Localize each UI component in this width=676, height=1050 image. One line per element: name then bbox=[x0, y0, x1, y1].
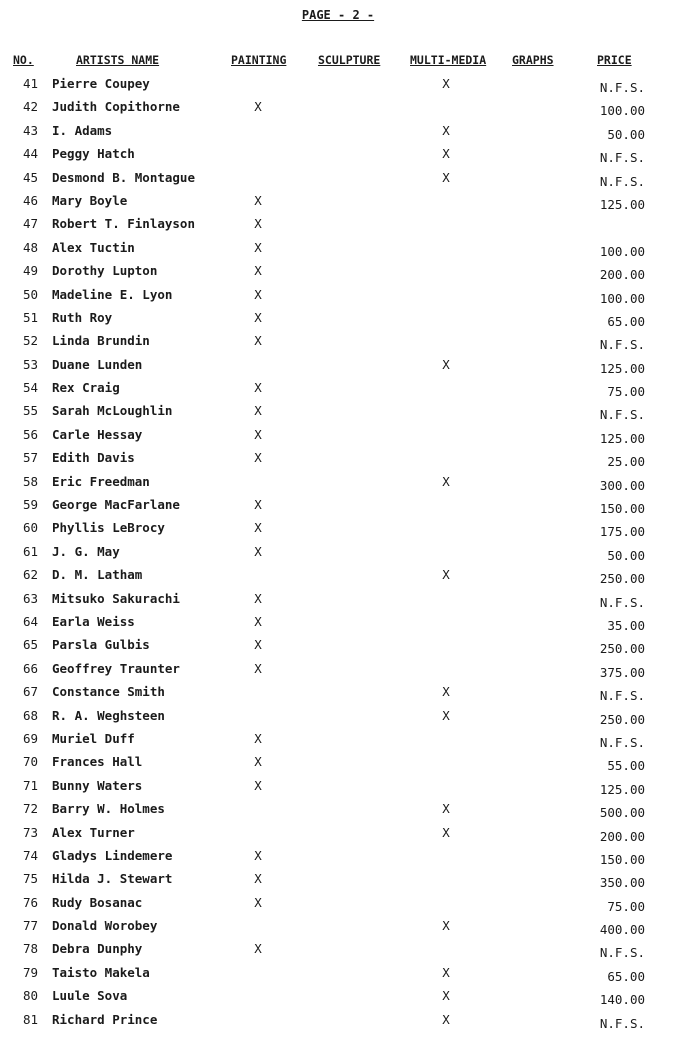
price: 500.00 bbox=[599, 805, 645, 821]
artist-name: Earla Weiss bbox=[52, 613, 135, 629]
price: 150.00 bbox=[599, 501, 645, 517]
price: 55.00 bbox=[607, 758, 645, 774]
artist-number: 62 bbox=[22, 567, 38, 583]
artist-name: Sarah McLoughlin bbox=[52, 403, 173, 419]
table-row bbox=[0, 544, 676, 567]
artist-name: Barry W. Holmes bbox=[52, 801, 165, 817]
price: 75.00 bbox=[607, 898, 645, 914]
painting-mark: X bbox=[254, 99, 262, 115]
price: 25.00 bbox=[607, 454, 645, 470]
artist-name: J. G. May bbox=[52, 543, 120, 559]
table-row bbox=[0, 450, 676, 473]
column-header-multimedia: MULTI-MEDIA bbox=[410, 53, 487, 67]
price: 65.00 bbox=[607, 968, 645, 984]
painting-mark: X bbox=[254, 941, 262, 957]
table-row bbox=[0, 497, 676, 520]
artist-name: Duane Lunden bbox=[52, 356, 143, 372]
table-row bbox=[0, 778, 676, 801]
artist-name: Robert T. Finlayson bbox=[52, 216, 195, 232]
column-header-artist: ARTISTS NAME bbox=[76, 53, 160, 67]
price: 125.00 bbox=[599, 360, 645, 376]
table-row bbox=[0, 731, 676, 754]
price: 50.00 bbox=[607, 547, 645, 563]
multimedia-mark: X bbox=[442, 801, 450, 817]
table-row bbox=[0, 754, 676, 777]
table-row bbox=[0, 240, 676, 263]
price: 100.00 bbox=[599, 290, 645, 306]
artist-number: 71 bbox=[22, 777, 38, 793]
price: 400.00 bbox=[599, 922, 645, 938]
artist-name: Desmond B. Montague bbox=[52, 169, 195, 185]
multimedia-mark: X bbox=[442, 684, 450, 700]
painting-mark: X bbox=[254, 216, 262, 232]
artist-number: 77 bbox=[22, 918, 38, 934]
artist-number: 64 bbox=[22, 613, 38, 629]
painting-mark: X bbox=[254, 426, 262, 442]
table-row bbox=[0, 170, 676, 193]
table-row bbox=[0, 661, 676, 684]
artist-name: Pierre Coupey bbox=[52, 76, 150, 91]
price: 250.00 bbox=[599, 711, 645, 727]
price: 375.00 bbox=[599, 664, 645, 680]
painting-mark: X bbox=[254, 660, 262, 676]
column-header-graphs: GRAPHS bbox=[512, 53, 554, 67]
painting-mark: X bbox=[254, 754, 262, 770]
painting-mark: X bbox=[254, 333, 262, 349]
table-row bbox=[0, 520, 676, 543]
price: 35.00 bbox=[607, 617, 645, 633]
price: 75.00 bbox=[607, 384, 645, 400]
artist-name: Peggy Hatch bbox=[52, 146, 135, 162]
artist-number: 75 bbox=[22, 871, 38, 887]
artist-number: 60 bbox=[22, 520, 38, 536]
artist-name: Edith Davis bbox=[52, 450, 135, 466]
artist-number: 50 bbox=[22, 286, 38, 302]
painting-mark: X bbox=[254, 637, 262, 653]
artist-number: 58 bbox=[22, 473, 38, 489]
artist-number: 42 bbox=[22, 99, 38, 115]
artist-number: 43 bbox=[22, 122, 38, 138]
artist-name: Mary Boyle bbox=[52, 192, 128, 208]
table-row bbox=[0, 591, 676, 614]
price: N.F.S. bbox=[599, 734, 645, 750]
column-header-sculpture: SCULPTURE bbox=[318, 53, 381, 67]
price: 100.00 bbox=[599, 103, 645, 119]
price: N.F.S. bbox=[599, 173, 645, 189]
price: 65.00 bbox=[607, 313, 645, 329]
artist-name: Madeline E. Lyon bbox=[52, 286, 173, 302]
artist-name: Richard Prince bbox=[52, 1011, 158, 1027]
artist-number: 59 bbox=[22, 497, 38, 513]
painting-mark: X bbox=[254, 590, 262, 606]
painting-mark: X bbox=[254, 543, 262, 559]
multimedia-mark: X bbox=[442, 707, 450, 723]
artist-number: 45 bbox=[22, 169, 38, 185]
artist-name: Carle Hessay bbox=[52, 426, 143, 442]
page-title: PAGE - 2 - bbox=[301, 8, 375, 22]
painting-mark: X bbox=[254, 192, 262, 208]
artist-name: Judith Copithorne bbox=[52, 99, 180, 115]
table-row bbox=[0, 76, 676, 99]
artist-number: 74 bbox=[22, 847, 38, 863]
table-row bbox=[0, 263, 676, 286]
table-row bbox=[0, 99, 676, 122]
artist-number: 46 bbox=[22, 192, 38, 208]
artist-number: 65 bbox=[22, 637, 38, 653]
painting-mark: X bbox=[254, 403, 262, 419]
table-row bbox=[0, 988, 676, 1011]
artist-name: Mitsuko Sakurachi bbox=[52, 590, 180, 606]
artist-number: 47 bbox=[22, 216, 38, 232]
multimedia-mark: X bbox=[442, 964, 450, 980]
artist-number: 53 bbox=[22, 356, 38, 372]
price: N.F.S. bbox=[599, 945, 645, 961]
table-row bbox=[0, 871, 676, 894]
column-header-no: NO. bbox=[13, 53, 34, 67]
artist-number: 48 bbox=[22, 239, 38, 255]
artist-name: Frances Hall bbox=[52, 754, 143, 770]
artist-name: Hilda J. Stewart bbox=[52, 871, 173, 887]
table-row bbox=[0, 427, 676, 450]
table-row bbox=[0, 474, 676, 497]
price: 125.00 bbox=[599, 430, 645, 446]
artist-name: Bunny Waters bbox=[52, 777, 143, 793]
table-row bbox=[0, 848, 676, 871]
price: 175.00 bbox=[599, 524, 645, 540]
table-row bbox=[0, 380, 676, 403]
artist-number: 73 bbox=[22, 824, 38, 840]
column-header-price: PRICE bbox=[597, 53, 632, 67]
price: N.F.S. bbox=[599, 80, 645, 95]
table-row bbox=[0, 193, 676, 216]
painting-mark: X bbox=[254, 894, 262, 910]
table-row bbox=[0, 403, 676, 426]
table-row bbox=[0, 146, 676, 169]
price: N.F.S. bbox=[599, 1015, 645, 1031]
price: N.F.S. bbox=[599, 688, 645, 704]
price: N.F.S. bbox=[599, 337, 645, 353]
artist-number: 56 bbox=[22, 426, 38, 442]
multimedia-mark: X bbox=[442, 988, 450, 1004]
multimedia-mark: X bbox=[442, 1011, 450, 1027]
artist-number: 51 bbox=[22, 309, 38, 325]
painting-mark: X bbox=[254, 263, 262, 279]
price: 125.00 bbox=[599, 196, 645, 212]
artist-name: D. M. Latham bbox=[52, 567, 143, 583]
artist-name: Parsla Gulbis bbox=[52, 637, 150, 653]
price: 100.00 bbox=[599, 243, 645, 259]
price: N.F.S. bbox=[599, 594, 645, 610]
artist-number: 79 bbox=[22, 964, 38, 980]
artist-name: Luule Sova bbox=[52, 988, 128, 1004]
price: 250.00 bbox=[599, 571, 645, 587]
artist-name: Rudy Bosanac bbox=[52, 894, 143, 910]
painting-mark: X bbox=[254, 777, 262, 793]
price: N.F.S. bbox=[599, 150, 645, 166]
multimedia-mark: X bbox=[442, 473, 450, 489]
artist-number: 67 bbox=[22, 684, 38, 700]
table-row bbox=[0, 1012, 676, 1035]
artist-list bbox=[0, 76, 676, 1035]
artist-name: Alex Tuctin bbox=[52, 239, 135, 255]
multimedia-mark: X bbox=[442, 122, 450, 138]
painting-mark: X bbox=[254, 730, 262, 746]
price: 300.00 bbox=[599, 477, 645, 493]
multimedia-mark: X bbox=[442, 76, 450, 91]
artist-number: 80 bbox=[22, 988, 38, 1004]
artist-number: 44 bbox=[22, 146, 38, 162]
price: N.F.S. bbox=[599, 407, 645, 423]
artist-number: 55 bbox=[22, 403, 38, 419]
column-header-painting: PAINTING bbox=[231, 53, 287, 67]
artist-name: Debra Dunphy bbox=[52, 941, 143, 957]
artist-number: 72 bbox=[22, 801, 38, 817]
price: 125.00 bbox=[599, 781, 645, 797]
artist-number: 78 bbox=[22, 941, 38, 957]
table-row bbox=[0, 637, 676, 660]
artist-name: Ruth Roy bbox=[52, 309, 113, 325]
table-row bbox=[0, 287, 676, 310]
painting-mark: X bbox=[254, 450, 262, 466]
painting-mark: X bbox=[254, 286, 262, 302]
multimedia-mark: X bbox=[442, 169, 450, 185]
artist-number: 68 bbox=[22, 707, 38, 723]
price: 200.00 bbox=[599, 828, 645, 844]
table-row bbox=[0, 310, 676, 333]
table-row bbox=[0, 895, 676, 918]
painting-mark: X bbox=[254, 380, 262, 396]
artist-name: Phyllis LeBrocy bbox=[52, 520, 165, 536]
table-row bbox=[0, 684, 676, 707]
artist-name: Taisto Makela bbox=[52, 964, 150, 980]
artist-name: Linda Brundin bbox=[52, 333, 150, 349]
artist-number: 54 bbox=[22, 380, 38, 396]
table-row bbox=[0, 801, 676, 824]
artist-number: 49 bbox=[22, 263, 38, 279]
artist-name: Constance Smith bbox=[52, 684, 165, 700]
painting-mark: X bbox=[254, 520, 262, 536]
artist-name: George MacFarlane bbox=[52, 497, 180, 513]
artist-name: Geoffrey Traunter bbox=[52, 660, 180, 676]
table-row bbox=[0, 941, 676, 964]
multimedia-mark: X bbox=[442, 824, 450, 840]
table-row bbox=[0, 614, 676, 637]
multimedia-mark: X bbox=[442, 356, 450, 372]
table-row bbox=[0, 567, 676, 590]
artist-number: 69 bbox=[22, 730, 38, 746]
painting-mark: X bbox=[254, 613, 262, 629]
artist-number: 66 bbox=[22, 660, 38, 676]
artist-name: I. Adams bbox=[52, 122, 113, 138]
artist-name: Muriel Duff bbox=[52, 730, 135, 746]
price: 350.00 bbox=[599, 875, 645, 891]
multimedia-mark: X bbox=[442, 146, 450, 162]
artist-number: 52 bbox=[22, 333, 38, 349]
artist-name: Alex Turner bbox=[52, 824, 135, 840]
multimedia-mark: X bbox=[442, 918, 450, 934]
artist-number: 61 bbox=[22, 543, 38, 559]
painting-mark: X bbox=[254, 309, 262, 325]
artist-number: 81 bbox=[22, 1011, 38, 1027]
artist-name: R. A. Weghsteen bbox=[52, 707, 165, 723]
price: 150.00 bbox=[599, 851, 645, 867]
artist-number: 70 bbox=[22, 754, 38, 770]
artist-number: 57 bbox=[22, 450, 38, 466]
painting-mark: X bbox=[254, 497, 262, 513]
table-row bbox=[0, 357, 676, 380]
painting-mark: X bbox=[254, 847, 262, 863]
table-row bbox=[0, 965, 676, 988]
price: 250.00 bbox=[599, 641, 645, 657]
artist-name: Dorothy Lupton bbox=[52, 263, 158, 279]
price: 200.00 bbox=[599, 267, 645, 283]
table-row bbox=[0, 825, 676, 848]
painting-mark: X bbox=[254, 239, 262, 255]
table-row bbox=[0, 918, 676, 941]
artist-name: Eric Freedman bbox=[52, 473, 150, 489]
artist-number: 63 bbox=[22, 590, 38, 606]
table-row bbox=[0, 708, 676, 731]
table-row bbox=[0, 216, 676, 239]
artist-name: Gladys Lindemere bbox=[52, 847, 173, 863]
table-row bbox=[0, 333, 676, 356]
artist-name: Donald Worobey bbox=[52, 918, 158, 934]
price: 140.00 bbox=[599, 992, 645, 1008]
artist-number: 41 bbox=[22, 76, 38, 91]
multimedia-mark: X bbox=[442, 567, 450, 583]
price: 50.00 bbox=[607, 126, 645, 142]
artist-number: 76 bbox=[22, 894, 38, 910]
artist-name: Rex Craig bbox=[52, 380, 120, 396]
table-row bbox=[0, 123, 676, 146]
painting-mark: X bbox=[254, 871, 262, 887]
